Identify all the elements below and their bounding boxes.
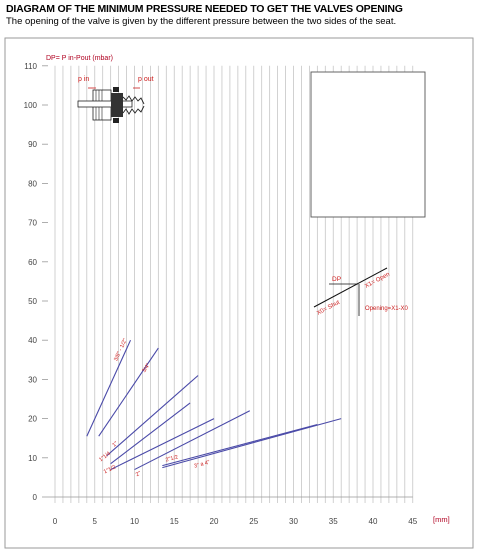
y-tick-label: 0 bbox=[32, 493, 37, 502]
x-tick-labels bbox=[53, 517, 418, 526]
y-tick-label: 60 bbox=[28, 257, 37, 267]
series-line bbox=[162, 419, 341, 468]
y-tick-label: 80 bbox=[28, 179, 37, 189]
x-tick-label: 10 bbox=[130, 517, 139, 526]
x-tick-label: 45 bbox=[408, 517, 418, 526]
series-label: 2" bbox=[134, 470, 143, 479]
y-tick-labels bbox=[24, 62, 38, 502]
series-label: 3/8" - 1/2" bbox=[113, 337, 129, 363]
page-title: DIAGRAM OF THE MINIMUM PRESSURE NEEDED TO GET THE VALVES OPENING bbox=[6, 3, 403, 15]
valve-stem bbox=[78, 101, 132, 107]
page-subtitle: The opening of the valve is given by the different pressure between the two sides of the seat. bbox=[6, 16, 397, 27]
y-tick-label: 10 bbox=[28, 453, 37, 463]
y-tick-label: 30 bbox=[28, 375, 37, 385]
x-tick-label: 40 bbox=[368, 517, 378, 526]
valve-seat bbox=[111, 93, 123, 117]
opening-label: Opening=X1-X0 bbox=[365, 306, 408, 312]
y-tick-label: 70 bbox=[28, 218, 37, 228]
y-tick-label: 40 bbox=[28, 336, 37, 346]
series-label: 2"1/2 bbox=[165, 454, 179, 464]
series-label: 1"1/2 bbox=[102, 464, 117, 476]
x-tick-label: 15 bbox=[169, 517, 179, 526]
x1-label: X1= Open bbox=[364, 271, 391, 290]
series-line bbox=[135, 411, 250, 470]
empty-box bbox=[311, 72, 425, 217]
x-tick-label: 35 bbox=[328, 517, 338, 526]
y-axis-label: DP= P in-Pout (mbar) bbox=[46, 55, 113, 62]
x-tick-label: 0 bbox=[52, 517, 58, 526]
series-line bbox=[99, 348, 159, 436]
series-label: 3/4" bbox=[141, 362, 152, 374]
y-tick-label: 90 bbox=[28, 140, 37, 150]
y-tick-label: 110 bbox=[24, 61, 37, 71]
p-out-label: p out bbox=[138, 76, 154, 83]
series-label: 1" bbox=[111, 440, 120, 449]
x-tick-label: 20 bbox=[209, 517, 219, 526]
series-line bbox=[162, 424, 317, 465]
x-tick-label: 30 bbox=[289, 517, 298, 526]
x0-label: X0= Shut bbox=[316, 299, 341, 317]
y-tick-label: 50 bbox=[28, 297, 37, 306]
series-label: 1"1/4 bbox=[98, 450, 112, 464]
opening-diagram bbox=[314, 268, 409, 317]
p-in-label: p in bbox=[78, 76, 90, 83]
y-tick-label: 20 bbox=[28, 414, 37, 424]
series-label: 3" a 4" bbox=[193, 459, 211, 470]
y-tick-label: 100 bbox=[23, 101, 37, 110]
dp-label: DP bbox=[332, 276, 342, 283]
x-tick-label: 5 bbox=[92, 517, 97, 526]
x-axis-label: [mm] bbox=[433, 515, 450, 524]
x-tick-label: 25 bbox=[249, 517, 259, 526]
